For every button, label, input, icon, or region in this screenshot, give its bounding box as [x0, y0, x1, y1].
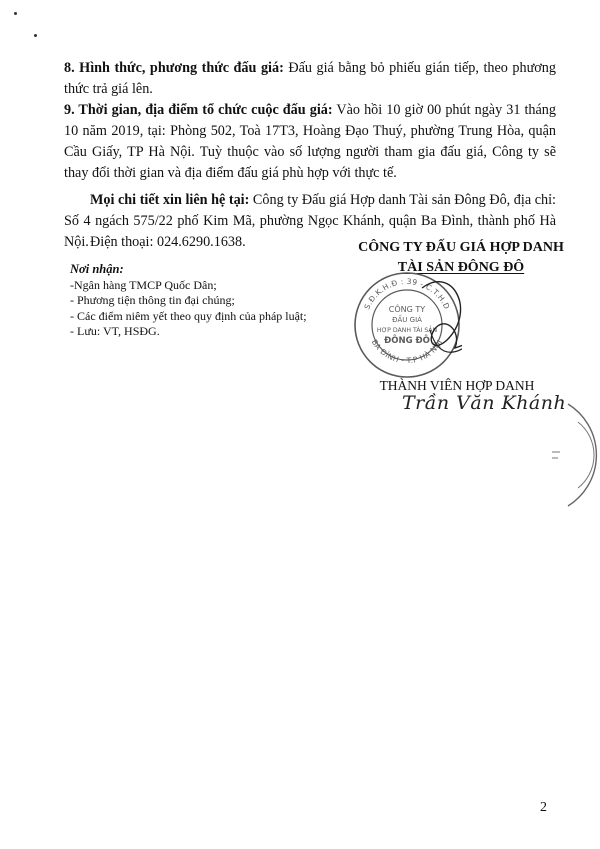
contact-phone: Điện thoại: 024.6290.1638. [90, 234, 246, 250]
recipients-title: Nơi nhận: [70, 262, 124, 276]
seal-ring-bottom-text: BA ĐÌNH - T.P HÀ NỘI [369, 337, 445, 366]
seal-line3: HỢP DANH TÀI SẢN [376, 327, 438, 334]
recipient-item: - Các điểm niêm yết theo quy định của pháp luật; [70, 308, 307, 323]
contact-text: Công ty Đấu giá Hợp danh Tài sản Đông Đô, địa chỉ: Số 4 ngách 575/22 phố Kim Mã, phường Ngọc Khánh, quận Ba Đình, thành phố Hà Nội. [64, 192, 556, 250]
item-8-text: Đấu giá bằng bỏ phiếu gián tiếp, theo phương thức trả giá lên. [64, 60, 556, 97]
company-seal [352, 270, 462, 380]
signer-position: THÀNH VIÊN HỢP DANH [379, 378, 535, 393]
company-name-line1: CÔNG TY ĐẤU GIÁ HỢP DANH [358, 240, 564, 255]
company-name-line2: TÀI SẢN ĐÔNG ĐÔ [397, 260, 525, 275]
contact-label: Mọi chi tiết xin liên hệ tại: [90, 192, 250, 208]
recipient-item: - Lưu: VT, HSĐG. [70, 324, 160, 338]
item-8-label: 8. Hình thức, phương thức đấu giá: [64, 60, 284, 76]
signer-name: Trần Văn Khánh [402, 392, 567, 414]
partial-seal-edge [538, 400, 600, 510]
recipient-item: -Ngân hàng TMCP Quốc Dân; [70, 277, 217, 292]
recipients-block [70, 262, 340, 340]
seal-line4: ĐÔNG ĐÔ [384, 336, 430, 346]
scan-speck [14, 12, 17, 15]
item-9-text: Vào hồi 10 giờ 00 phút ngày 31 tháng 10 năm 2019, tại: Phòng 502, Toà 17T3, Hoàng Đạo Thuý, phường Trung Hòa, quận Cầu Giấy, TP Hà Nội. Tuỳ thuộc vào số lượng người tham gia đấu giá, Công ty sẽ thay đổi thời gian và địa điểm đấu giá phù hợp với thực tế. [64, 102, 556, 181]
scan-speck [34, 34, 37, 37]
seal-ring-top-text: S.Đ.K.H.Đ : 39 - C.T.H.D [362, 276, 452, 311]
seal-line2: ĐẤU GIÁ [392, 316, 422, 324]
item-9-label: 9. Thời gian, địa điểm tổ chức cuộc đấu giá: [64, 102, 333, 118]
page-number: 2 [540, 800, 547, 815]
seal-line1: CÔNG TY [388, 305, 426, 314]
item-9-paragraph [64, 100, 556, 184]
item-8-paragraph [64, 58, 556, 100]
recipient-item: - Phương tiện thông tin đại chúng; [70, 293, 235, 307]
